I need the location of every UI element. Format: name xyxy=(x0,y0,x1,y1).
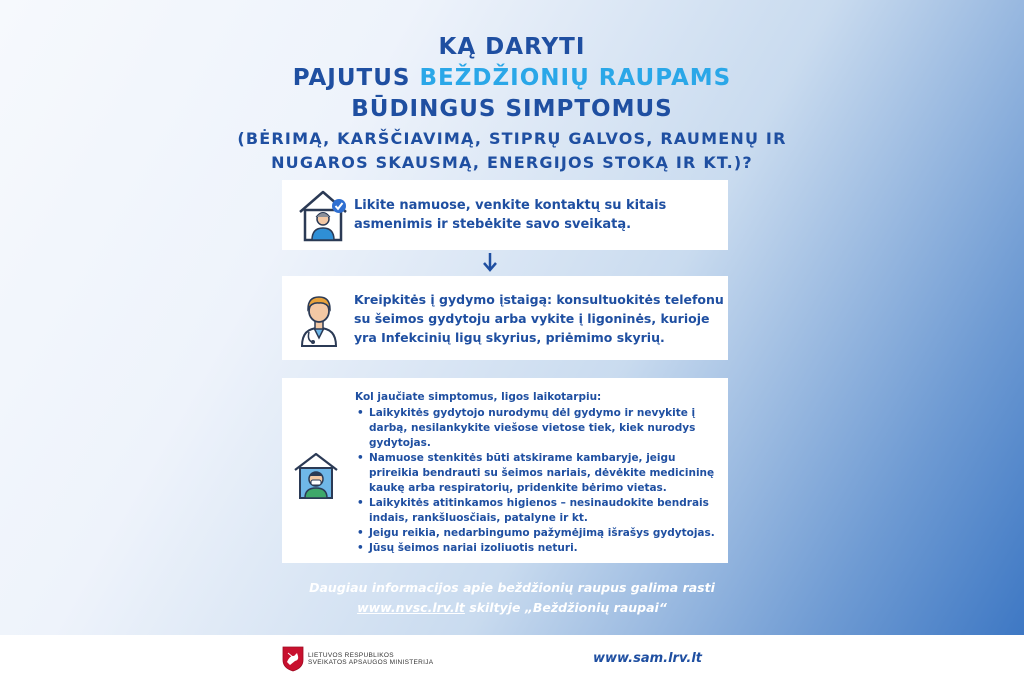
bottom-bar xyxy=(0,635,1024,682)
more-info-line-2-rest: skiltyje „Beždžionių raupai“ xyxy=(464,600,667,615)
doctor-icon xyxy=(290,290,348,348)
more-info-line-1: Daugiau informacijos apie beždžionių raupus galima rasti xyxy=(309,580,715,595)
headline-line-2-prefix: PAJUTUS xyxy=(292,65,420,91)
more-info xyxy=(0,578,1024,618)
during-illness-card xyxy=(282,378,728,563)
during-illness-intro: Kol jaučiate simptomus, ligos laikotarpiu: xyxy=(355,391,602,403)
headline-line-3: BŪDINGUS SIMPTOMUS xyxy=(351,96,673,122)
sam-website-link[interactable]: www.sam.lrv.lt xyxy=(592,651,702,666)
stay-home-text xyxy=(354,196,722,234)
during-illness-text xyxy=(355,390,723,556)
headline-symptoms-line-1: (BĖRIMĄ, KARŠČIAVIMĄ, STIPRŲ GALVOS, RAUMENŲ IR xyxy=(237,129,787,148)
headline-highlight: BEŽDŽIONIŲ RAUPAMS xyxy=(419,65,732,91)
nvsc-link[interactable]: www.nvsc.lrv.lt xyxy=(357,600,465,615)
stay-home-card xyxy=(282,180,728,250)
house-person-mask-icon xyxy=(292,450,340,500)
list-item: • Laikykitės atitinkamos higienos – nesinaudokite bendrais indais, rankšluosčiais, patalyne ir kt. xyxy=(355,496,723,526)
ministry-line-1: LIETUVOS RESPUBLIKOS xyxy=(308,651,394,659)
during-illness-list xyxy=(355,406,723,556)
list-item: • Jūsų šeimos nariai izoliuotis neturi. xyxy=(355,541,723,556)
contact-doctor-card xyxy=(282,276,728,360)
list-item: • Laikykitės gydytojo nurodymų dėl gydymo ir nevykite į darbą, nesilankykite viešose vietose tiek, kiek nurodys gydytojas. xyxy=(355,406,723,451)
headline-symptoms-line-2: NUGAROS SKAUSMĄ, ENERGIJOS STOKĄ IR KT.)? xyxy=(271,153,753,172)
contact-doctor-text: Kreipkitės į gydymo įstaigą: konsultuokitės telefonu su šeimos gydytoju arba vykite į ligoninės, kurioje yra Infekcinių ligų skyrius, priėmimo skyrių. xyxy=(354,292,724,345)
list-item: • Namuose stenkitės būti atskirame kambaryje, jeigu prireikia bendrauti su šeimos nariais, dėvėkite medicininę kaukę arba respiratorių, pridenkite bėrimo vietas. xyxy=(355,451,723,496)
stay-home-rest: , venkite kontaktų su kitais asmenimis ir stebėkite savo sveikatą. xyxy=(354,198,667,232)
down-arrow-icon xyxy=(482,252,498,272)
ministry-name xyxy=(308,652,433,667)
house-person-check-icon xyxy=(294,186,352,244)
stay-home-bold: Likite namuose xyxy=(354,198,466,213)
ministry-line-2: SVEIKATOS APSAUGOS MINISTERIJA xyxy=(308,659,434,666)
coat-of-arms-icon xyxy=(282,646,304,672)
headline-line-2 xyxy=(0,63,1024,94)
ministry-logo xyxy=(282,645,433,673)
headline-line-1: KĄ DARYTI xyxy=(438,34,586,60)
list-item: • Jeigu reikia, nedarbingumo pažymėjimą išrašys gydytojas. xyxy=(355,526,723,541)
headline xyxy=(0,32,1024,175)
more-info-line-2 xyxy=(0,598,1024,618)
